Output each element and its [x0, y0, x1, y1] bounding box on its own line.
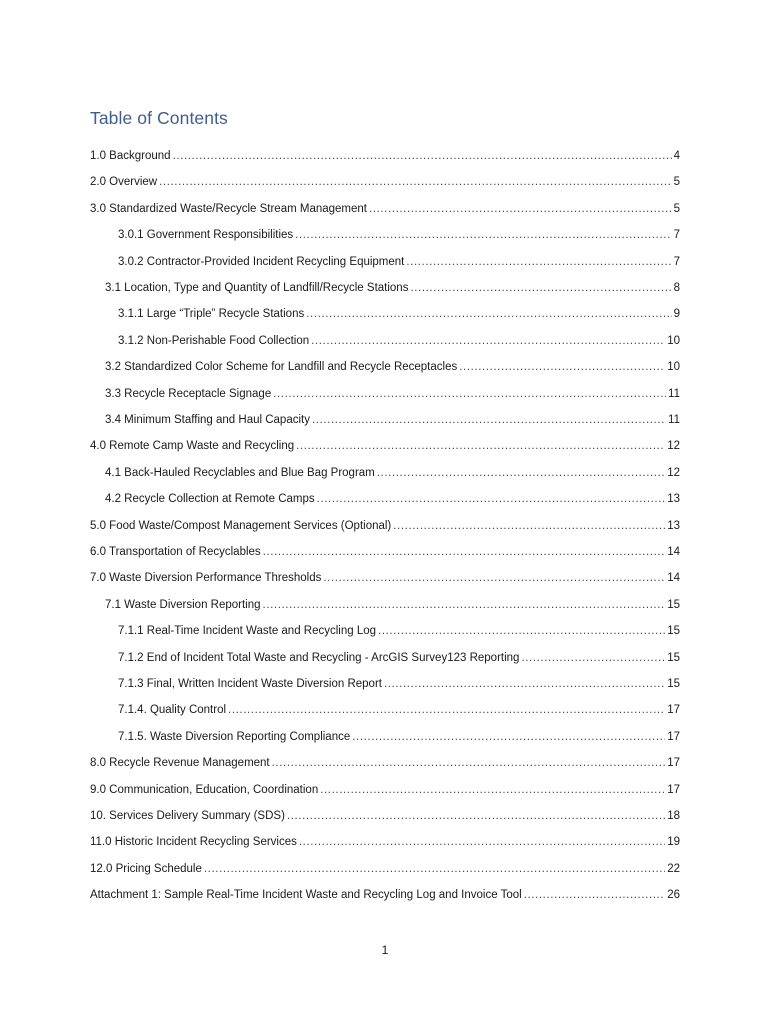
toc-entry-page: 7 — [673, 255, 680, 268]
toc-entry-label: 11.0 Historic Incident Recycling Services — [90, 836, 297, 849]
toc-entry-label: 1.0 Background — [90, 150, 171, 162]
toc-entry-page: 14 — [667, 572, 680, 585]
toc-entry[interactable] — [118, 225, 680, 245]
toc-dot-leader — [459, 357, 665, 377]
toc-entry-page: 10 — [667, 334, 680, 347]
toc-entry-page: 17 — [667, 783, 680, 796]
toc-dot-leader — [410, 278, 671, 298]
toc-entry-page: 26 — [667, 889, 680, 902]
toc-entry[interactable] — [90, 568, 680, 588]
toc-entry[interactable] — [90, 146, 680, 166]
toc-entry[interactable] — [118, 700, 680, 720]
toc-entry-page: 15 — [667, 678, 680, 690]
toc-entry-label: 4.0 Remote Camp Waste and Recycling — [90, 440, 295, 453]
toc-entry-label: 6.0 Transportation of Recyclables — [90, 546, 261, 558]
toc-entry-label: 12.0 Pricing Schedule — [90, 862, 202, 875]
toc-entry[interactable] — [118, 674, 680, 694]
toc-dot-leader — [406, 252, 671, 272]
toc-entry[interactable] — [105, 595, 680, 615]
toc-dot-leader — [369, 199, 672, 219]
toc-dot-leader — [521, 648, 665, 668]
toc-entry-label: 7.0 Waste Diversion Performance Thresholds — [90, 572, 322, 585]
toc-entry-page: 17 — [667, 757, 680, 770]
toc-entry-label: Attachment 1: Sample Real-Time Incident Waste and Recycling Log and Invoice Tool — [90, 889, 522, 902]
toc-entry-page: 9 — [673, 308, 680, 321]
toc-entry-page: 19 — [667, 836, 680, 849]
toc-entry-label: 2.0 Overview — [90, 176, 158, 189]
toc-entry-page: 14 — [667, 546, 680, 558]
toc-entry-label: 7.1.4. Quality Control — [118, 704, 227, 717]
toc-dot-leader — [320, 780, 665, 800]
toc-entry-page: 17 — [667, 730, 680, 743]
toc-dot-leader — [311, 331, 665, 351]
toc-entry[interactable] — [90, 516, 680, 536]
toc-entry-label: 9.0 Communication, Education, Coordination — [90, 783, 319, 796]
toc-entry-label: 3.1.1 Large “Triple” Recycle Stations — [118, 308, 305, 321]
toc-dot-leader — [393, 516, 665, 536]
toc-entry-page: 18 — [667, 810, 680, 822]
toc-dot-leader — [159, 172, 671, 192]
toc-entry-label: 3.2 Standardized Color Scheme for Landfill and Recycle Receptacles — [105, 361, 458, 374]
toc-entry-label: 7.1 Waste Diversion Reporting — [105, 598, 261, 611]
toc-entry[interactable] — [90, 832, 680, 852]
toc-entry-label: 7.1.3 Final, Written Incident Waste Diversion Report — [118, 678, 382, 690]
toc-dot-leader — [378, 621, 665, 641]
toc-heading: Table of Contents — [90, 108, 228, 128]
toc-entry[interactable] — [90, 542, 680, 562]
toc-dot-leader — [299, 832, 665, 852]
toc-dot-leader — [204, 859, 665, 879]
toc-dot-leader — [352, 727, 665, 747]
toc-entry[interactable] — [90, 436, 680, 456]
toc-entry[interactable] — [105, 278, 680, 298]
toc-entry[interactable] — [105, 410, 680, 430]
toc-entry-label: 3.3 Recycle Receptacle Signage — [105, 387, 272, 400]
toc-entry-label: 10. Services Delivery Summary (SDS) — [90, 810, 285, 822]
toc-entry[interactable] — [105, 463, 680, 483]
toc-entry[interactable] — [105, 384, 680, 404]
toc-entry[interactable] — [90, 885, 680, 905]
toc-entry-page: 15 — [667, 651, 680, 664]
toc-entry-page: 5 — [673, 202, 680, 215]
toc-dot-leader — [295, 225, 671, 245]
toc-entry[interactable] — [118, 304, 680, 324]
toc-entry[interactable] — [118, 648, 680, 668]
toc-entry-page: 7 — [673, 229, 680, 242]
toc-entry[interactable] — [90, 780, 680, 800]
toc-entry-label: 4.1 Back-Hauled Recyclables and Blue Bag Program — [105, 466, 375, 479]
toc-entry[interactable] — [90, 806, 680, 826]
toc-entry-page: 4 — [673, 150, 680, 162]
toc-dot-leader — [524, 885, 666, 905]
toc-entry-label: 3.0.2 Contractor-Provided Incident Recycling Equipment — [118, 255, 405, 268]
toc-entry-page: 13 — [667, 493, 680, 506]
toc-dot-leader — [273, 384, 666, 404]
toc-entry-page: 11 — [668, 414, 680, 426]
toc-entry-page: 10 — [667, 361, 680, 374]
toc-entry-page: 15 — [667, 598, 680, 611]
toc-entry-page: 11 — [668, 387, 680, 400]
toc-dot-leader — [263, 595, 666, 615]
toc-dot-leader — [228, 700, 665, 720]
toc-dot-leader — [306, 304, 671, 324]
toc-entry-label: 3.0 Standardized Waste/Recycle Stream Management — [90, 202, 367, 215]
toc-entry-label: 8.0 Recycle Revenue Management — [90, 757, 270, 770]
toc-entry-label: 3.0.1 Government Responsibilities — [118, 229, 294, 242]
toc-dot-leader — [384, 674, 665, 694]
toc-entry[interactable] — [90, 859, 680, 879]
toc-entry-label: 3.1.2 Non-Perishable Food Collection — [118, 334, 310, 347]
toc-entry-page: 12 — [667, 466, 680, 479]
toc-entry-page: 12 — [667, 440, 680, 453]
toc-entry-page: 17 — [667, 704, 680, 717]
toc-entry-label: 7.1.2 End of Incident Total Waste and Recycling - ArcGIS Survey123 Reporting — [118, 651, 520, 664]
toc-entry[interactable] — [105, 489, 680, 509]
toc-entry-label: 7.1.1 Real-Time Incident Waste and Recycling Log — [118, 625, 377, 638]
toc-entry-page: 8 — [673, 282, 680, 294]
toc-dot-leader — [296, 436, 665, 456]
toc-dot-leader — [263, 542, 666, 562]
toc-entry-label: 5.0 Food Waste/Compost Management Services (Optional) — [90, 519, 392, 532]
toc-entry[interactable] — [118, 621, 680, 641]
toc-dot-leader — [323, 568, 665, 588]
toc-entry-page: 22 — [667, 862, 680, 875]
toc-entry[interactable] — [118, 727, 680, 747]
toc-dot-leader — [312, 410, 666, 430]
toc-entry-label: 4.2 Recycle Collection at Remote Camps — [105, 493, 315, 506]
toc-entry[interactable] — [90, 199, 680, 219]
toc-dot-leader — [377, 463, 665, 483]
page-number: 1 — [381, 943, 389, 957]
toc-entry-label: 3.4 Minimum Staffing and Haul Capacity — [105, 414, 310, 426]
toc-entry-label: 3.1 Location, Type and Quantity of Landfill/Recycle Stations — [105, 282, 409, 294]
toc-entry[interactable] — [90, 172, 680, 192]
toc-entry-page: 5 — [673, 176, 680, 189]
toc-entry-label: 7.1.5. Waste Diversion Reporting Compliance — [118, 730, 351, 743]
toc-entry[interactable] — [118, 331, 680, 351]
toc-entry[interactable] — [105, 357, 680, 377]
toc-dot-leader — [317, 489, 666, 509]
toc-dot-leader — [173, 146, 672, 166]
toc-entry-page: 13 — [667, 519, 680, 532]
toc-entry-page: 15 — [667, 625, 680, 638]
toc-entry[interactable] — [90, 753, 680, 773]
toc-dot-leader — [272, 753, 666, 773]
toc-entry[interactable] — [118, 252, 680, 272]
toc-dot-leader — [287, 806, 665, 826]
